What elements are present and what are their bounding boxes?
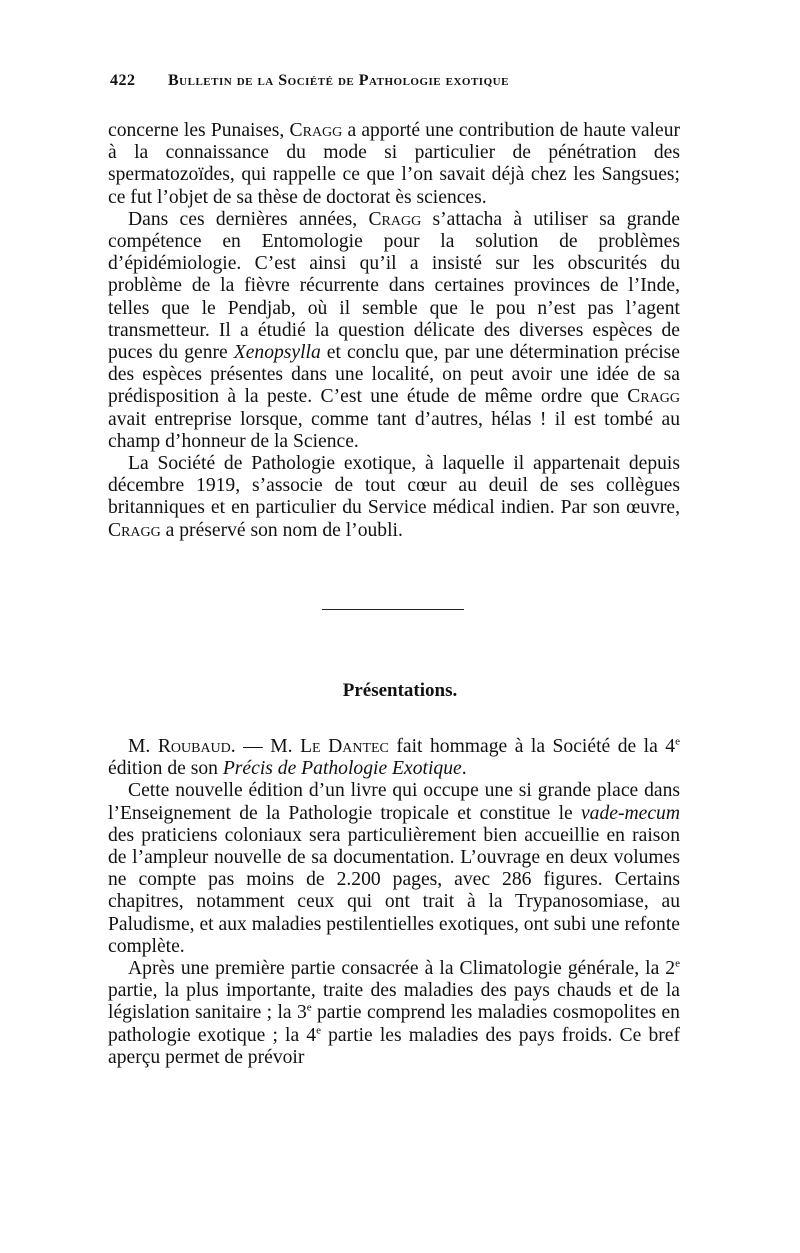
person-name: Le Dantec xyxy=(300,736,389,757)
page-number: 422 xyxy=(110,72,136,89)
author-name: Cragg xyxy=(627,386,680,408)
section-divider xyxy=(322,609,464,610)
paragraph: Après une première partie consacrée à la Climatologie générale, la 2e partie, la plus importante, traite des maladies des pays chauds et de la législation sanitaire ; la 3e partie comprend les maladies cosmopolites en pathologie exotique ; la 4e partie les maladies des pays froids. Ce bref aperçu permet de prévoir xyxy=(108,957,680,1068)
paragraph: Dans ces dernières années, Cragg s’attacha à utiliser sa grande compétence en Entomologie pour la solution de problèmes d’épidémiologie. C’est ainsi qu’il a insisté sur les obscurités du problème de la fièvre récurrente dans certaines provinces de l’Inde, telles que le Pendjab, où il semble que le pou n’est pas l’agent transmetteur. Il a étudié la question délicate des diverses espèces de puces du genre Xenopsylla et conclu que, par une détermination précise des espèces présentes dans une localité, on peut avoir une idée de sa prédisposition à la peste. C’est une étude de même ordre que Cragg avait entreprise lorsque, comme tant d’autres, hélas ! il est tombé au champ d’honneur de la Science. xyxy=(108,208,681,452)
section-heading: Présentations. xyxy=(342,680,458,701)
running-title: Bulletin de la Société de Pathologie exotique xyxy=(168,72,509,89)
paragraph: M. Roubaud. — M. Le Dantec fait hommage à la Société de la 4e édition de son Précis de Pathologie Exotique. xyxy=(108,735,680,780)
author-name: Cragg xyxy=(368,208,422,230)
paragraph: La Société de Pathologie exotique, à laquelle il appartenait depuis décembre 1919, s’associe de tout cœur au deuil de ses collègues britanniques et en particulier du Service médical indien. Par son œuvre, Cragg a préservé son nom de l’oubli. xyxy=(108,453,680,541)
latin-phrase: vade-mecum xyxy=(580,802,680,824)
obituary-text xyxy=(108,120,680,542)
paragraph: concerne les Punaises, Cragg a apporté une contribution de haute valeur à la connaissance du mode si particulier de pénétration des spermatozoïdes, qui rappelle ce que l’on savait déjà chez les Sangsues; ce fut l’objet de sa thèse de doctorat ès sciences. xyxy=(108,120,681,208)
author-name: Cragg xyxy=(108,519,161,541)
person-name: Roubaud xyxy=(157,736,231,757)
page-header xyxy=(110,72,680,90)
genus-name: Xenopsylla xyxy=(233,342,321,364)
author-name: Cragg xyxy=(289,120,343,141)
presentation-text xyxy=(108,736,680,1069)
paragraph: Cette nouvelle édition d’un livre qui occupe une si grande place dans l’Enseignement de la Pathologie tropicale et constitue le vade-mecum des praticiens coloniaux sera particulièrement bien accueillie en raison de l’ampleur nouvelle de sa documentation. L’ouvrage en deux volumes ne compte pas moins de 2.200 pages, avec 286 figures. Certains chapitres, notamment ceux qui ont trait à la Trypanosomiase, au Paludisme, et aux maladies pestilentielles exotiques, ont subi une refonte complète. xyxy=(108,780,680,957)
book-title: Précis de Pathologie Exotique xyxy=(222,758,462,780)
